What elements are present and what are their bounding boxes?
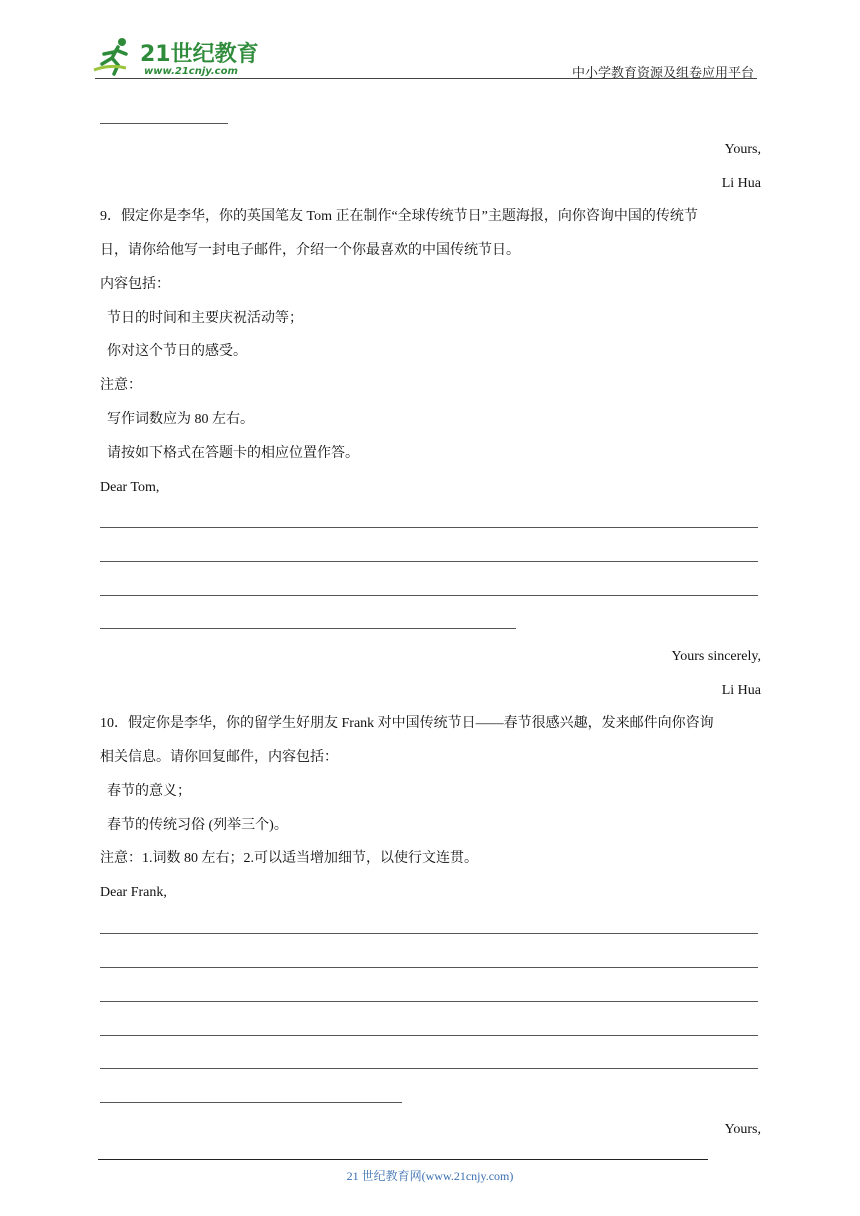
- answer-line: [100, 123, 228, 124]
- q9-notes-label: 注意：: [100, 378, 142, 393]
- q9-closing: Yours sincerely,: [671, 649, 761, 664]
- q9-prompt-line1: 9．假定你是李华，你的英国笔友 Tom 正在制作“全球传统节日”主题海报，向你咨询中国的传统节: [100, 209, 698, 224]
- closing-salutation: Yours,: [724, 142, 761, 157]
- answer-line[interactable]: [100, 595, 758, 596]
- runner-icon: [94, 38, 126, 74]
- q10-prompt-line2: 相关信息。请你回复邮件，内容包括：: [100, 750, 338, 765]
- site-logo: [92, 34, 262, 78]
- q10-notes: 注意：1.词数 80 左右；2.可以适当增加细节，以使行文连贯。: [100, 851, 478, 866]
- footer-divider: [98, 1159, 708, 1160]
- q9-name: Li Hua: [721, 683, 761, 698]
- q9-greeting: Dear Tom,: [100, 480, 160, 495]
- q10-prompt-line1: 10．假定你是李华，你的留学生好朋友 Frank 对中国传统节日——春节很感兴趣，发来邮件向你咨询: [100, 716, 714, 731]
- q10-greeting: Dear Frank,: [100, 885, 167, 900]
- q9-note-item: 写作词数应为 80 左右。: [107, 412, 254, 427]
- answer-line[interactable]: [100, 561, 758, 562]
- q10-closing: Yours,: [724, 1122, 761, 1137]
- q9-prompt-line2: 日，请你给他写一封电子邮件，介绍一个你最喜欢的中国传统节日。: [100, 243, 520, 258]
- q10-content-item: 春节的传统习俗 (列举三个)。: [107, 818, 288, 833]
- logo-url: www.21cnjy.com: [144, 66, 238, 77]
- answer-line[interactable]: [100, 1068, 758, 1069]
- answer-line[interactable]: [100, 967, 758, 968]
- answer-line[interactable]: [100, 628, 516, 629]
- answer-line[interactable]: [100, 1102, 402, 1103]
- q10-content-item: 春节的意义；: [107, 784, 191, 799]
- footer-text: 21 世纪教育网(www.21cnjy.com): [346, 1169, 514, 1183]
- closing-name: Li Hua: [721, 176, 761, 191]
- q9-content-item: 节日的时间和主要庆祝活动等；: [107, 311, 303, 326]
- answer-line[interactable]: [100, 1001, 758, 1002]
- header-platform-text: 中小学教育资源及组卷应用平台: [571, 65, 754, 80]
- answer-line[interactable]: [100, 933, 758, 934]
- answer-line[interactable]: [100, 1035, 758, 1036]
- q9-content-item: 你对这个节日的感受。: [107, 344, 247, 359]
- header-divider: [95, 78, 757, 79]
- q9-note-item: 请按如下格式在答题卡的相应位置作答。: [107, 446, 359, 461]
- logo-text: 21世纪教育: [140, 42, 259, 67]
- answer-line[interactable]: [100, 527, 758, 528]
- q9-content-label: 内容包括：: [100, 277, 170, 292]
